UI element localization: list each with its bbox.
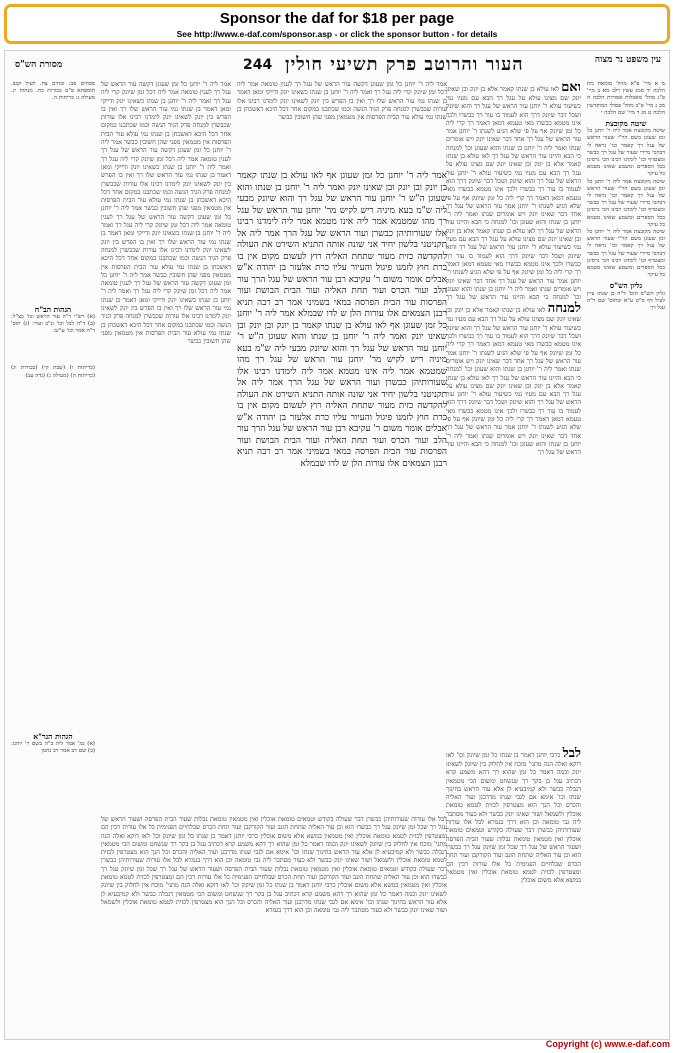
page-title: העור והרוטב פרק תשיעי חולין bbox=[285, 54, 524, 75]
shita-mekubetzet-text-3: שיטה מקובצת אמר ליה ר' יוחנן כל זמן שעוגן בשם הר"י שעור הראש של עגל רך קאמר וכו' נראה לי דבהכי מיירי שעור של עגל רך כבשר ומצטרף וכו' לימדנו רבינו הכי גרסינן בכל הספרים ומשמע שאינו מטמא כל עיקר bbox=[587, 229, 665, 279]
page-number: 244 bbox=[243, 57, 273, 73]
gilyon-hashas-text: גליון הש"ס תוס' ד"ה בן שנתו עיין לעיל דף ס"ט ע"א ובתוס' שם ד"ה עגל רך bbox=[587, 290, 665, 312]
rashi-opening-word: ואם bbox=[561, 81, 581, 95]
mesoret-header: מסורת הש"ס bbox=[15, 60, 63, 70]
rashi-text-3: לאו עולא בן שנתו קאמר אלא בן יונק ובן שאינו יונק שם מצינו עולא על עגל רך הבא עם מעיו נמי כשיעור עולא ר' יוחנן עור הראש של עגל רך והוא שיונק ושכל דבר שיונק דרך הוא לעמוד בו עור רך כבשרו ולכך אינו מטמא כבשרו מאי טעמא דמאן דאמר רך קרי ליה כל זמן שיונק אף על פי שלא הגיע לשנתו ר' יוחנן אמר עור הראש של עגל רך אחד דבר שאינו יונק ויש אומרים שנתו ואמר ליה ר' יוחנן בן שנתו והוא שעוגן וכו' למנחה כי הבא והיינו עור הראש של עגל רך bbox=[446, 227, 581, 302]
tosafot-text-2: אמר ליה ר' יוחנן כל זמן שעוגן דקשה עור הראש של עגל רך לענין טומאה אמר ליה דכל זמן שיונק קרי ליה עגל רך ואמר ליה ר' יוחנן בן שנתו כשאינו יונק ודייקי ומאן דאמר בן שנתו נמי עור הראש שלו רך ואין בו הפרש בין יונק לשאינו יונק לימדנו רבינו אלו עורות שכבשרן למנחה פרק הגיד הנשה וכמו שכתבנו במקום אחר דכל היכא דאשכחן בן שנתו נמי עולא עור הבית הפרסות אין מטמאין מפני שהן חשובין כבשר bbox=[101, 139, 231, 213]
rashi-text-5: לאו עולא בן שנתו קאמר אלא בן יונק ובן שאינו יונק שם מצינו עולא על עגל רך הבא עם מעיו נמי כשיעור עולא ר' יוחנן עור הראש של עגל רך והוא שיונק ושכל דבר שיונק דרך הוא לעמוד בו עור רך כבשרו ולכך אינו מטמא כבשרו מאי טעמא דמאן דאמר רך קרי ליה כל זמן שיונק אף על פי שלא הגיע לשנתו ר' יוחנן אמר עור הראש של עגל רך אחד דבר שאינו יונק ויש אומרים שנתו ואמר ליה ר' יוחנן בן שנתו והוא שעוגן וכו' למנחה כי הבא והיינו עור הראש של עגל רך bbox=[446, 374, 581, 457]
tosafot-top-text: אמר ליה ר' יוחנן כל זמן שעוגן דקשה עור הראש של עגל רך לענין טומאה אמר ליה דכל זמן שיונק קרי ליה עגל רך ואמר ליה ר' יוחנן בן שנתו כשאינו יונק ודייקי ומאן דאמר בן שנתו נמי עור הראש שלו רך ואין בו הפרש בין יונק לשאינו יונק לימדנו רבינו אלו עורות שכבשרן למנחה פרק הגיד הנשה וכמו שכתבנו במקום אחר דכל היכא דאשכחן בן שנתו נמי עולא עור הבית הפרסות אין מטמאין מפני שהן חשובין כבשר bbox=[237, 81, 447, 122]
rashi-bottom-text: כרבי יוחנן דאמר בן שנתו כל זמן שיונק וכו' לאו דוקא ואלה הנה מתני' מוכח אין לחלוק בין שיונק לשאינו יונק וכמה דאמר כל זמן שהוא רך דהא משמע קרא דכתיב עגל בן בקר רך שנשחט ומשום הכי מטמאין דנבלה כבשר ולא קמיבעיא לן אלא עור הראש בחינוך שנתו וכו' אימא אם לגבי שנתו מדרבנן ועור האליה והכרס וכל הנך הוא מצטרפין לכזית לטמא טומאת אוכלין ולשמאל ושור שאינו יונק כבשר ולא כעור מסתבר ליה גבי טומאה וכן הוא דרך בגמרא bbox=[446, 752, 581, 827]
rashi-text-2: לאו עולא בן שנתו קאמר אלא בן יונק ובן שאינו יונק שם מצינו עולא על עגל רך הבא עם מעיו נמי כשיעור עולא ר' יוחנן עור הראש של עגל רך והוא שיונק ושכל דבר שיונק דרך הוא לעמוד בו עור רך כבשרו ולכך אינו מטמא כבשרו מאי טעמא דמאן דאמר רך קרי ליה כל זמן שיונק אף על פי שלא הגיע לשנתו ר' יוחנן אמר עור הראש של עגל רך אחד דבר שאינו יונק ויש אומרים שנתו ואמר ליה ר' יוחנן בן שנתו והוא שעוגן וכו' למנחה כי הבא והיינו עור הראש של עגל רך bbox=[446, 153, 581, 235]
hagahot-habach-text: (א) רש"י ד"ה עור הראש וכו' כצ"ל: (ב) ד"ה לבל וכו' ונ"ב ועור: (ג) תוס' ד"ה אמר וכו' ע"ש: bbox=[11, 313, 95, 335]
sponsor-banner[interactable] bbox=[4, 4, 670, 44]
hagahot-habach-heading: הגהות הב"ח bbox=[34, 304, 72, 314]
mesoret-text: פסחים פב: זבחים צח. לעיל קכב. תוספתא פ"ט בכורות כח. מנחות יג. מעילה ג: כריתות ה. bbox=[11, 81, 95, 102]
rashi-text: לאו עולא בן שנתו קאמר אלא בן יונק ובן שאינו יונק שם מצינו עולא על עגל רך הבא עם מעיו נמי כשיעור עולא ר' יוחנן עור הראש של עגל רך והוא שיונק ושכל דבר שיונק דרך הוא לעמוד בו עור רך כבשרו ולכך אינו מטמא כבשרו מאי טעמא דמאן דאמר רך קרי ליה כל זמן שיונק אף על פי שלא הגיע לשנתו ר' יוחנן אמר עור הראש של עגל רך אחד דבר שאינו יונק ויש אומרים שנתו ואמר ליה ר' יוחנן בן שנתו והוא שעוגן וכו' למנחה כי הבא והיינו עור הראש של עגל רך bbox=[446, 86, 581, 161]
gemara-main-text bbox=[237, 171, 447, 811]
bottom-text-2: כרבי יוחנן דאמר בן שנתו כל זמן שיונק וכו' לאו דוקא ואלה הנה מתני' מוכח אין לחלוק בין שיונק לשאינו יונק וכמה דאמר כל זמן שהוא רך דהא משמע קרא דכתיב עגל בן בקר רך שנשחט ומשום הכי מטמאין דנבלה כבשר ולא קמיבעיא לן אלא עור הראש בחינוך שנתו וכו' אימא אם לגבי שנתו מדרבנן ועור האליה והכרס וכל הנך הוא מצטרפין לכזית לטמא טומאת אוכלין ולשמאל ושור שאינו יונק כבשר ולא כעור מסתבר ליה גבי טומאה וכן הוא דרך בגמרא bbox=[101, 832, 447, 865]
rashi-bold-word: למנחה bbox=[547, 301, 581, 317]
talmud-page bbox=[4, 50, 670, 1040]
bottom-text-3: לבל אלו עורות שעורותיהן כבשרן דבר שעולה בקודש וטמאים טומאת אוכלין ואין מטמאין טומאת נבלות שעור הבית הפרסה ושעור הראש של עגל רך שכל זמן שיונק עגל רך כבשרו הוא וכן עור האליה שתחת הזנב ועור הקורקבן ועור תחת הכרס שבלחיים הפנימית כל אלו עורות רכין הם ומצטרפין לכזית לטמא טומאת אוכלין ואין מטמאין במשא אלא משום אוכלין bbox=[101, 857, 447, 890]
rashi-column bbox=[446, 81, 581, 741]
bottom-text: לבל אלו עורות שעורותיהן כבשרן דבר שעולה בקודש וטמאים טומאת אוכלין ואין מטמאין טומאת נבלות שעור הבית הפרסה ושעור הראש של עגל רך שכל זמן שיונק עגל רך כבשרו הוא וכן עור האליה שתחת הזנב ועור הקורקבן ועור תחת הכרס שבלחיים הפנימית כל אלו עורות רכין הם ומצטרפין לכזית לטמא טומאת אוכלין ואין מטמאין במשא אלא משום אוכלין bbox=[101, 816, 447, 840]
sponsor-subtitle: See http://www.e-daf.com/sponsor.asp - or click the sponsor button - for details bbox=[176, 29, 498, 39]
shita-mekubetzet-text: שיטה מקובצת אמר ליה ר' יוחנן כל זמן שעוגן בשם הר"י שעור הראש של עגל רך קאמר וכו' נראה לי דבהכי מיירי שעור של עגל רך כבשר ומצטרף וכו' לימדנו רבינו הכי גרסינן בכל הספרים ומשמע שאינו מטמא כל עיקר bbox=[587, 128, 665, 178]
right-margin-column bbox=[587, 81, 665, 1011]
rashi-bottom-opening: לבל bbox=[562, 747, 581, 761]
copyright-notice: Copyright (c) www.e-daf.com bbox=[545, 1039, 670, 1049]
left-margin-column bbox=[11, 81, 95, 1031]
gemara-text: אמר ליה ר' יוחנן כל זמן שעוגן אף לאו עולא בן שנתו קאמר בן יונק ובן יונק ובן שאינו יונק ואמר ליה ר' יוחנן בן שנתו והוא שעוגן ה"ש ר' יוחנן עור הראש של עגל רך והוא שיונק מבעי ליה ש"מ בעא מיניה ריש לקיש מר' יוחנן עור הראש של עגל רך מהו שמטמא אמר ליה אינו מטמא אמר ליה לימדנו רבינו אלו שעורותיהן כבשרן ועור הראש של עגל הרך אמר ליה אל תקניטני בלשון יחיד אני שונה אותה התניא השירט את העולה להקדשה כזית מעור שתחת האליה רוץ לעשום מקום אין בו כרת חוץ לזמנו פיגול והעיור עליו כרת אלעזר בן יהודה א"ש אבלים אומר משום ר' עקיבא רבן עור הראש של עגל הרך עור הלב ועור הכרס ועור תחת האליה ועור הבית הבושת ועור הפרסות עור הבית הפרסה במאי בשמיני אמר רב רבה תניא רבנן הצמאים אלו עורות הלן ש לדו שבמלא bbox=[237, 171, 447, 319]
ein-mishpat-header: עין משפט נר מצוה bbox=[594, 55, 661, 65]
shita-mekubetzet-text-2: שיטה מקובצת אמר ליה ר' יוחנן כל זמן שעוגן בשם הר"י שעור הראש של עגל רך קאמר וכו' נראה לי דבהכי מיירי שעור של עגל רך כבשר ומצטרף וכו' לימדנו רבינו הכי גרסינן בכל הספרים ומשמע שאינו מטמא כל עיקר bbox=[587, 178, 665, 228]
gemara-text-2: אמר ליה ר' יוחנן כל זמן שעוגן אף לאו עולא בן שנתו קאמר בן יונק ובן יונק ובן שאינו יונק ואמר ליה ר' יוחנן בן שנתו והוא שעוגן ה"ש ר' יוחנן עור הראש של עגל רך והוא שיונק מבעי ליה ש"מ בעא מיניה ריש לקיש מר' יוחנן עור הראש של עגל רך מהו שמטמא אמר ליה אינו מטמא אמר ליה לימדנו רבינו אלו שעורותיהן כבשרן ועור הראש של עגל הרך אמר ליה אל תקניטני בלשון יחיד אני שונה אותה התניא השירט את העולה להקדשה כזית מעור שתחת האליה רוץ לעשום מקום אין בו כרת חוץ לזמנו פיגול והעיור עליו כרת אלעזר בן יהודה א"ש אבלים אומר משום ר' עקיבא רבן עור הראש של עגל הרך עור הלב ועור הכרס ועור תחת האליה ועור הבית הבושת ועור הפרסות עור הבית הפרסה במאי בשמיני אמר רב רבה תניא רבנן הצמאים אלו עורות הלן ש לדו שבמלא bbox=[237, 309, 447, 469]
hagahot-hagra-heading: הגהות הגר"א bbox=[33, 731, 73, 741]
tosafot-text: אמר ליה ר' יוחנן כל זמן שעוגן דקשה עור הראש של עגל רך לענין טומאה אמר ליה דכל זמן שיונק קרי ליה עגל רך ואמר ליה ר' יוחנן בן שנתו כשאינו יונק ודייקי ומאן דאמר בן שנתו נמי עור הראש שלו רך ואין בו הפרש בין יונק לשאינו יונק לימדנו רבינו אלו עורות שכבשרן למנחה פרק הגיד הנשה וכמו שכתבנו במקום אחר דכל היכא דאשכחן בן שנתו נמי עולא עור הבית הפרסות אין מטמאין מפני שהן חשובין כבשר bbox=[101, 81, 231, 147]
tosafot-text-3: אמר ליה ר' יוחנן כל זמן שעוגן דקשה עור הראש של עגל רך לענין טומאה אמר ליה דכל זמן שיונק קרי ליה עגל רך ואמר ליה ר' יוחנן בן שנתו כשאינו יונק ודייקי ומאן דאמר בן שנתו נמי עור הראש שלו רך ואין בו הפרש בין יונק לשאינו יונק לימדנו רבינו אלו עורות שכבשרן למנחה פרק הגיד הנשה וכמו שכתבנו במקום אחר דכל היכא דאשכחן בן שנתו נמי עולא עור הבית הפרסות אין מטמאין מפני שהן חשובין כבשר bbox=[101, 205, 231, 279]
tosafot-top bbox=[237, 81, 447, 167]
bottom-text-4: כרבי יוחנן דאמר בן שנתו כל זמן שיונק וכו' לאו דוקא ואלה הנה מתני' מוכח אין לחלוק בין שיונק לשאינו יונק וכמה דאמר כל זמן שהוא רך דהא משמע קרא דכתיב עגל בן בקר רך שנשחט ומשום הכי מטמאין דנבלה כבשר ולא קמיבעיא לן אלא עור הראש בחינוך שנתו וכו' אימא אם לגבי שנתו מדרבנן ועור האליה והכרס וכל הנך הוא מצטרפין לכזית לטמא טומאת אוכלין ולשמאל ושור שאינו יונק כבשר ולא כעור מסתבר ליה גבי טומאה וכן הוא דרך בגמרא bbox=[101, 882, 447, 915]
bottom-commentary bbox=[101, 816, 447, 1034]
rashi-text-4: לאו עולא בן שנתו קאמר אלא בן יונק ובן שאינו יונק שם מצינו עולא על עגל רך הבא עם מעיו נמי כשיעור עולא ר' יוחנן עור הראש של עגל רך והוא שיונק ושכל דבר שיונק דרך הוא לעמוד בו עור רך כבשרו ולכך אינו מטמא כבשרו מאי טעמא דמאן דאמר רך קרי ליה כל זמן שיונק אף על פי שלא הגיע לשנתו ר' יוחנן אמר עור הראש של עגל רך אחד דבר שאינו יונק ויש אומרים שנתו ואמר ליה ר' יוחנן בן שנתו והוא שעוגן וכו' למנחה כי הבא והיינו עור הראש של עגל רך bbox=[446, 307, 581, 382]
rashi-bottom bbox=[446, 747, 581, 1034]
hagahot-hagra-text: (א) גמ' אמר ליה כ"ה בשם ר' יוחנן: (ב) שם רב אמר רב נחמן bbox=[11, 741, 95, 755]
mesoret-text-2: (כריתות ו) (שבת קי) (בכורות יג) (כריתות ה) (מעילה ג) (נדה עב) bbox=[11, 365, 95, 379]
gilyon-hashas-heading: גליון הש"ס bbox=[609, 281, 643, 291]
tosafot-column bbox=[101, 81, 231, 781]
sponsor-title[interactable]: Sponsor the daf for $18 per page bbox=[219, 10, 455, 27]
shita-mekubetzet-heading: שיטה מקובצת bbox=[605, 119, 647, 129]
rashi-bottom-text-2: לבל אלו עורות שעורותיהן כבשרן דבר שעולה בקודש וטמאים טומאת אוכלין ואין מטמאין טומאת נבלות שעור הבית הפרסה ושעור הראש של עגל רך שכל זמן שיונק עגל רך כבשרו הוא וכן עור האליה שתחת הזנב ועור הקורקבן ועור תחת הכרס שבלחיים הפנימית כל אלו עורות רכין הם ומצטרפין לכזית לטמא טומאת אוכלין ואין מטמאין במשא אלא משום אוכלין bbox=[446, 819, 581, 885]
tosafot-text-4: אמר ליה ר' יוחנן כל זמן שעוגן דקשה עור הראש של עגל רך לענין טומאה אמר ליה דכל זמן שיונק קרי ליה עגל רך ואמר ליה ר' יוחנן בן שנתו כשאינו יונק ודייקי ומאן דאמר בן שנתו נמי עור הראש שלו רך ואין בו הפרש בין יונק לשאינו יונק לימדנו רבינו אלו עורות שכבשרן למנחה פרק הגיד הנשה וכמו שכתבנו במקום אחר דכל היכא דאשכחן בן שנתו נמי עולא עור הבית הפרסות אין מטמאין מפני שהן חשובין כבשר bbox=[101, 271, 231, 346]
ein-mishpat-text: מ א מיי' פ"א מהל' טומאת מת הלכה יד סמג עשין רלב מא ב מיי' פ"ג מהל' מאכלות אסורות הלכה ה מב ג מיי' פ"ב מהל' פסולי המוקדשין הלכה ט מג ד מיי' שם הלכה י bbox=[587, 81, 665, 116]
